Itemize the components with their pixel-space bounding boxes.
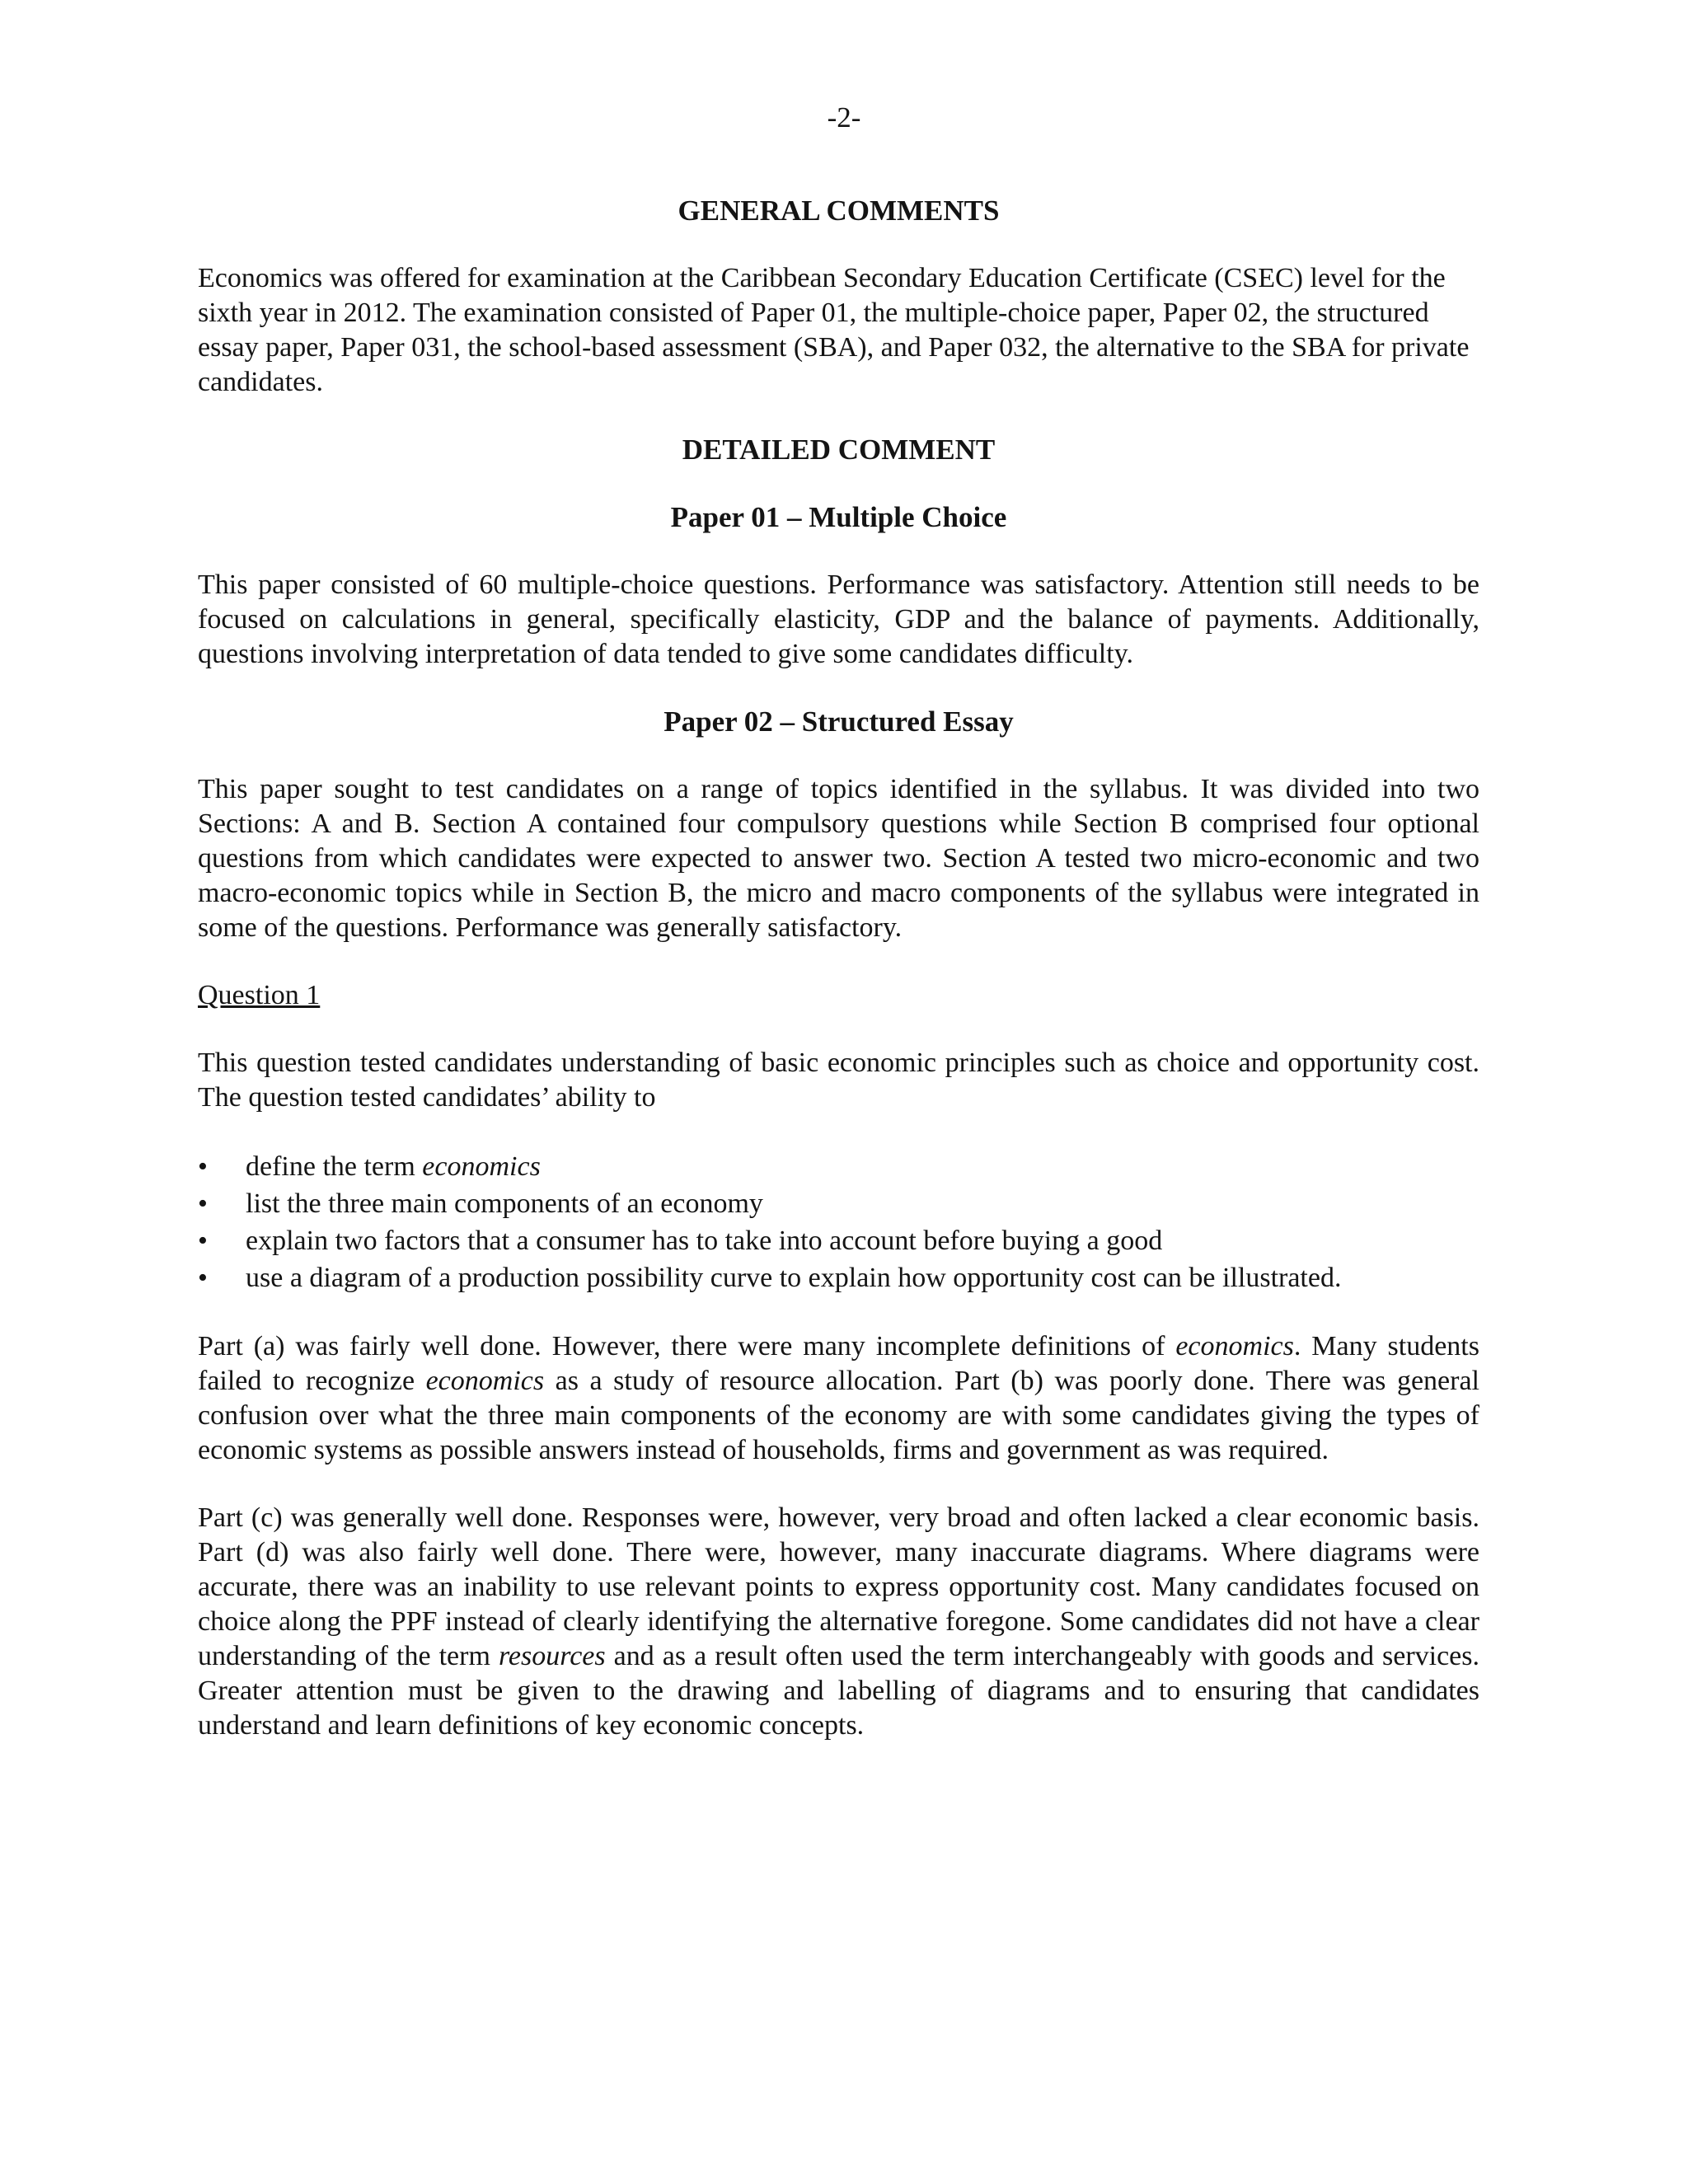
bullet-icon: • (198, 1226, 208, 1256)
text-run: Part (a) was fairly well done. However, there were many incomplete definitions of (198, 1331, 1176, 1361)
paper01-paragraph: This paper consisted of 60 multiple-choice questions. Performance was satisfactory. Attention still needs to be focused on calculations in general, specifically elasticity, GDP and the balance of payments. Additionally, questions involving interpretation of data tended to give some candidates difficulty. (198, 569, 1479, 669)
question1-intro: This question tested candidates understanding of basic economic principles such as choice and opportunity cost. The question tested candidates’ ability to (198, 1047, 1479, 1113)
question1-parts-cd-paragraph (198, 1501, 1479, 1743)
bullet-text: use a diagram of a production possibility curve to explain how opportunity cost can be illustrated. (246, 1263, 1342, 1293)
bullet-text: explain two factors that a consumer has to take into account before buying a good (246, 1226, 1163, 1256)
bullet-icon: • (198, 1151, 208, 1182)
document-body (198, 194, 1479, 1743)
bullet-text: list the three main components of an economy (246, 1188, 763, 1219)
bullet-text: define the term (246, 1151, 423, 1182)
italic-term: resources (498, 1641, 606, 1671)
bullet-term: economics (422, 1151, 541, 1182)
question1-parts-ab-paragraph (198, 1329, 1479, 1468)
paper02-paragraph: This paper sought to test candidates on a range of topics identified in the syllabus. It was divided into two Sections: A and B. Section A contained four compulsory questions while Section B comprised four optional questions from which candidates were expected to answer two. Section A tested two micro-economic and two macro-economic topics while in Section B, the micro and macro components of the syllabus were integrated in some of the questions. Performance was generally satisfactory. (198, 774, 1479, 943)
page-number: -2- (827, 101, 861, 134)
list-item (198, 1259, 1479, 1296)
question1-bullet-list (198, 1148, 1479, 1296)
paper02-heading: Paper 02 – Structured Essay (663, 705, 1014, 738)
paper01-heading: Paper 01 – Multiple Choice (670, 501, 1007, 533)
text-run: Part (c) was generally well done. Responses were, however, very broad and often lacked a clear economic basis. Part (d) was also fairly well done. There were, however, many inaccurate diagrams. Where diagrams were accurate, there was an inability to use relevant points to express opportunity cost. Many candidates focused on choice along the PPF instead of clearly identifying the alternative foregone. Some candidates did not have a clear understanding of the term (198, 1502, 1479, 1671)
question1-title: Question 1 (198, 980, 321, 1010)
text-run: and as a result often used the term interchangeably with goods and services. Greater attention must be given to the drawing and labelling of diagrams and to ensuring that candidates understand and learn definitions of key economic concepts. (198, 1641, 1480, 1741)
bullet-icon: • (198, 1188, 208, 1219)
bullet-icon: • (198, 1263, 208, 1293)
list-item (198, 1222, 1479, 1259)
italic-term: economics (1175, 1331, 1294, 1361)
italic-term: economics (425, 1366, 545, 1396)
detailed-comment-heading: DETAILED COMMENT (682, 434, 996, 466)
list-item (198, 1185, 1479, 1222)
text-run: as a study of resource allocation. Part (b) was poorly done. There was general confusion over what the three main components of the economy are with some candidates giving the types of economic systems as possible answers instead of households, firms and government as was required. (198, 1366, 1479, 1465)
general-comments-heading: GENERAL COMMENTS (678, 194, 1000, 227)
list-item (198, 1148, 1479, 1185)
text-run: . Many students failed to recognize (198, 1331, 1479, 1396)
general-comments-paragraph: Economics was offered for examination at the Caribbean Secondary Education Certificate (CSEC) level for the sixth year in 2012. The examination consisted of Paper 01, the multiple-choice paper, Paper 02, the structured essay paper, Paper 031, the school-based assessment (SBA), and Paper 032, the alternative to the SBA for private candidates. (198, 263, 1470, 397)
